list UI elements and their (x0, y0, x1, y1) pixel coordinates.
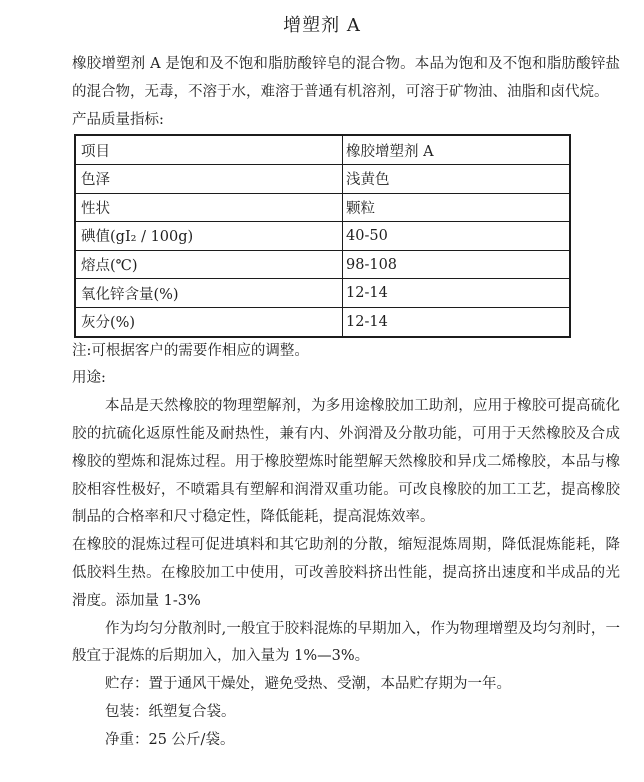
spec-item-value: 浅黄色 (343, 164, 571, 193)
table-row (75, 193, 570, 222)
spec-item-label: 性状 (75, 193, 343, 222)
intro-paragraph: 橡胶增塑剂 A 是饱和及不饱和脂肪酸锌皂的混合物。本品为饱和及不饱和脂肪酸锌盐的混合物，无毒，不溶于水，难溶于普通有机溶剂，可溶于矿物油、油脂和卤代烷。 (72, 56, 620, 100)
spec-item-value: 40-50 (343, 222, 571, 251)
usage-paragraph-2: 在橡胶的混炼过程可促进填料和其它助剂的分散，缩短混炼周期，降低混炼能耗，降低胶料生热。在橡胶加工中使用，可改善胶料挤出性能，提高挤出速度和半成品的光滑度。添加量 1-3% (72, 537, 620, 609)
spec-item-label: 灰分(%) (75, 307, 343, 336)
spec-item-value: 12-14 (343, 307, 571, 336)
table-row (75, 222, 570, 251)
spec-item-value: 98-108 (343, 250, 571, 279)
spec-item-value: 颗粒 (343, 193, 571, 222)
table-row (75, 135, 570, 164)
quality-indicators-label: 产品质量指标: (72, 111, 164, 128)
spec-item-label: 碘值(gI₂ / 100g) (75, 222, 343, 251)
usage-paragraph-1: 本品是天然橡胶的物理塑解剂，为多用途橡胶加工助剂，应用于橡胶可提高硫化胶的抗硫化返原性能及耐热性，兼有内、外润滑及分散功能，可用于天然橡胶及合成橡胶的塑炼和混炼过程。用于橡胶塑炼时能塑解天然橡胶和异戊二烯橡胶，本品与橡胶相容性极好，不喷霜具有塑解和润滑双重功能。可改良橡胶的加工工艺，提高橡胶制品的合格率和尺寸稳定性，降低能耗，提高混炼效率。 (72, 398, 620, 526)
page-title: 增塑剂 A (283, 15, 361, 36)
packaging-line: 包装：纸塑复合袋。 (105, 703, 236, 720)
spec-item-label: 熔点(℃) (75, 250, 343, 279)
table-row (75, 250, 570, 279)
usage-label: 用途: (72, 370, 106, 387)
storage-line: 贮存：置于通风干燥处，避免受热、受潮，本品贮存期为一年。 (105, 676, 511, 693)
quality-spec-table (74, 134, 571, 337)
table-row (75, 279, 570, 308)
spec-item-value: 12-14 (343, 279, 571, 308)
table-row (75, 164, 570, 193)
usage-paragraph-3: 作为均匀分散剂时,一般宜于胶料混炼的早期加入，作为物理增塑及均匀剂时，一般宜于混炼的后期加入，加入量为 1%—3%。 (72, 620, 620, 665)
table-row (75, 307, 570, 336)
table-note: 注:可根据客户的需要作相应的调整。 (72, 342, 309, 359)
spec-item-label: 项目 (75, 135, 343, 164)
spec-item-value: 橡胶增塑剂 A (343, 135, 571, 164)
spec-item-label: 色泽 (75, 164, 343, 193)
document-body (0, 51, 644, 755)
net-weight-line: 净重：25 公斤/袋。 (105, 731, 235, 748)
spec-item-label: 氧化锌含量(%) (75, 279, 343, 308)
